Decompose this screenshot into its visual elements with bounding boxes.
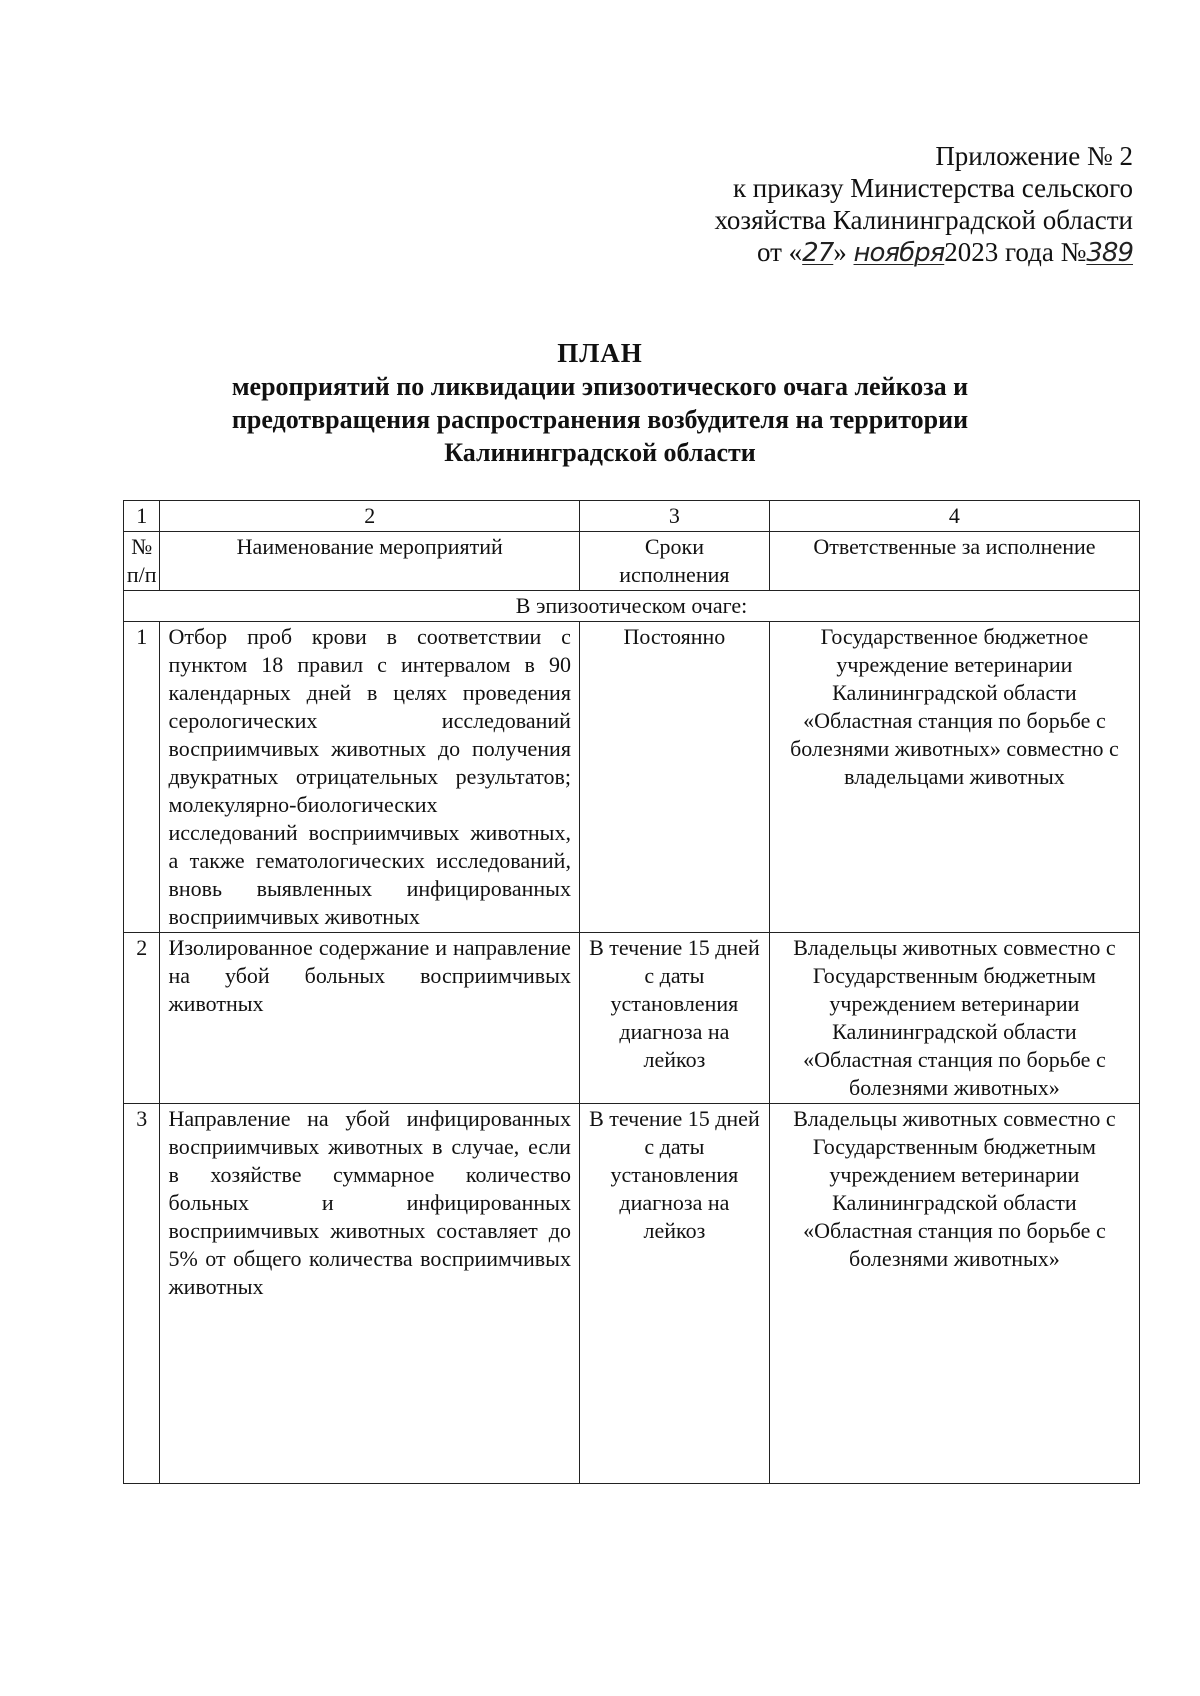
order-number-handwritten: 389 (1086, 238, 1133, 268)
row-responsible: Владельцы животных совместно с Государственным бюджетным учреждением ветеринарии Калининградской области «Областная станция по борьбе с болезнями животных» (769, 1104, 1139, 1484)
header-row (124, 532, 1140, 591)
appendix-line-1: Приложение № 2 (935, 141, 1133, 171)
row-number: 2 (124, 933, 160, 1104)
appendix-date-line (714, 236, 1133, 269)
document-title (0, 336, 1200, 469)
date-year: 2023 года № (944, 237, 1087, 267)
title-sub-line-2: предотвращения распространения возбудителя на территории (231, 405, 969, 434)
section-row (124, 591, 1140, 622)
row-number: 3 (124, 1104, 160, 1484)
header-deadline: Сроки исполнения (579, 532, 769, 591)
title-sub-line-3: Калининградской области (444, 438, 756, 467)
column-number-3: 3 (579, 501, 769, 532)
header-responsible: Ответственные за исполнение (769, 532, 1139, 591)
date-mid: » (833, 237, 847, 267)
section-title: В эпизоотическом очаге: (124, 591, 1140, 622)
title-main: ПЛАН (557, 338, 643, 368)
column-number-1: 1 (124, 501, 160, 532)
table-row (124, 933, 1140, 1104)
header-name: Наименование мероприятий (160, 532, 579, 591)
header-num: № п/п (124, 532, 160, 591)
row-responsible: Владельцы животных совместно с Государственным бюджетным учреждением ветеринарии Калининградской области «Областная станция по борьбе с болезнями животных» (769, 933, 1139, 1104)
plan-table (123, 500, 1140, 1484)
column-number-row (124, 501, 1140, 532)
appendix-line-3: хозяйства Калининградской области (714, 205, 1133, 235)
row-measure-name: Направление на убой инфицированных восприимчивых животных в случае, если в хозяйстве суммарное количество больных и инфицированных восприимчивых животных составляет до 5% от общего количества восприимчивых животных (160, 1104, 579, 1484)
title-sub-line-1: мероприятий по ликвидации эпизоотического очага лейкоза и (231, 372, 969, 401)
row-measure-name: Отбор проб крови в соответствии с пунктом 18 правил с интервалом в 90 календарных дней в целях проведения серологических исследований восприимчивых животных до получения двукратных отрицательных результатов; молекулярно-биологических исследований восприимчивых животных, а также гематологических исследований, вновь выявленных инфицированных восприимчивых животных (160, 622, 579, 933)
column-number-2: 2 (160, 501, 579, 532)
date-prefix: от « (756, 237, 803, 267)
row-deadline: В течение 15 дней с даты установления диагноза на лейкоз (579, 933, 769, 1104)
column-number-4: 4 (769, 501, 1139, 532)
appendix-header (714, 140, 1133, 269)
row-measure-name: Изолированное содержание и направление на убой больных восприимчивых животных (160, 933, 579, 1104)
table-row (124, 622, 1140, 933)
appendix-line-2: к приказу Министерства сельского (732, 173, 1133, 203)
row-responsible: Государственное бюджетное учреждение ветеринарии Калининградской области «Областная станция по борьбе с болезнями животных» совместно с владельцами животных (769, 622, 1139, 933)
row-deadline: В течение 15 дней с даты установления диагноза на лейкоз (579, 1104, 769, 1484)
row-number: 1 (124, 622, 160, 933)
row-deadline: Постоянно (579, 622, 769, 933)
table-row (124, 1104, 1140, 1484)
date-day-handwritten: 27 (802, 238, 834, 268)
date-month-handwritten: ноября (853, 238, 945, 268)
